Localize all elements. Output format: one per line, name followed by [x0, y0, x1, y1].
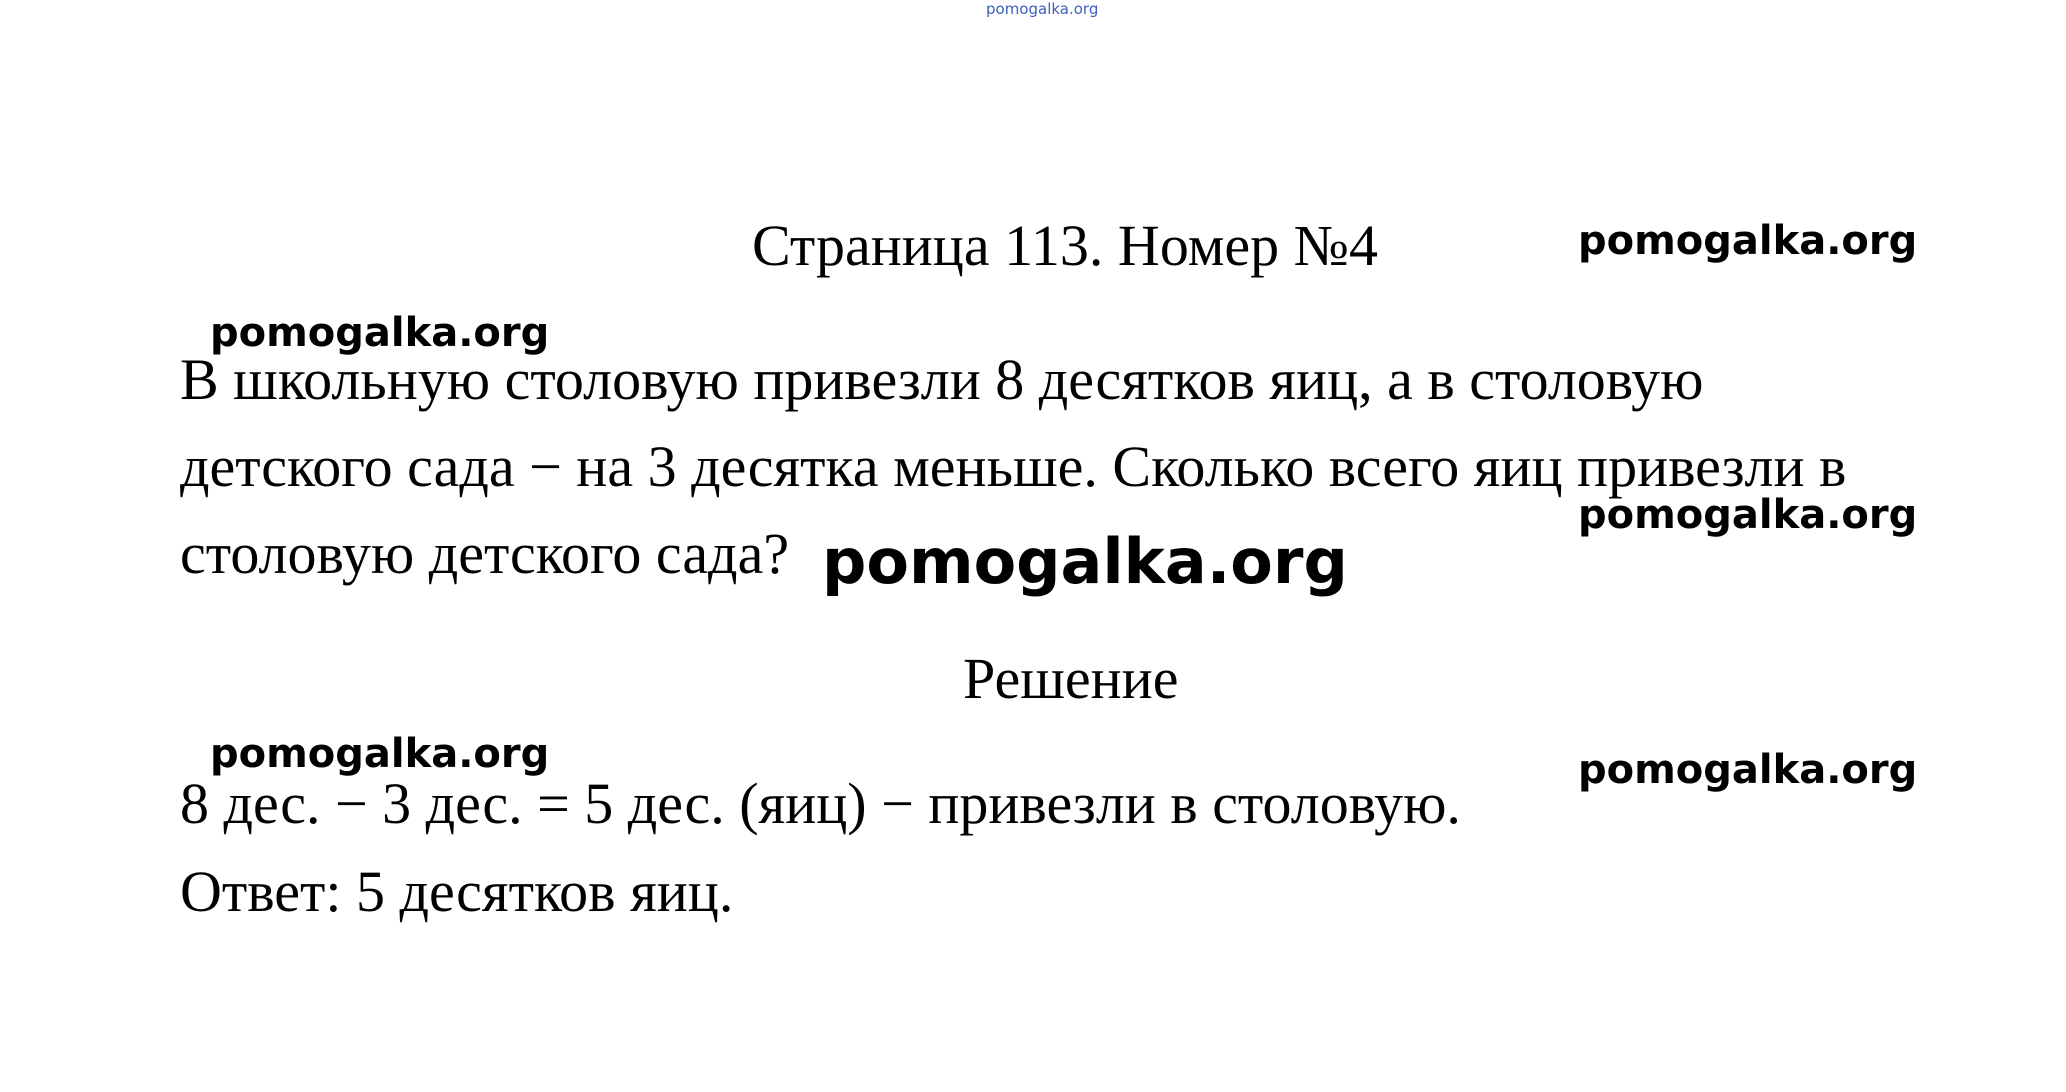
watermark: pomogalka.org	[1578, 492, 1918, 538]
page-title: Страница 113. Номер №4	[752, 213, 1378, 278]
watermark: pomogalka.org	[210, 310, 550, 356]
watermark: pomogalka.org	[1578, 218, 1918, 264]
top-watermark: pomogalka.org	[986, 0, 1099, 18]
problem-line-3: столовую детского сада?	[180, 521, 790, 586]
watermark: pomogalka.org	[1578, 747, 1918, 793]
answer-line: Ответ: 5 десятков яиц.	[180, 859, 734, 924]
problem-line-1: В школьную столовую привезли 8 десятков яиц, а в столовую	[180, 347, 1704, 412]
solution-heading: Решение	[963, 646, 1179, 711]
watermark-large: pomogalka.org	[822, 525, 1348, 598]
watermark: pomogalka.org	[210, 731, 550, 777]
problem-line-2: детского сада − на 3 десятка меньше. Сколько всего яиц привезли в	[180, 434, 1847, 499]
solution-line-1: 8 дес. − 3 дес. = 5 дес. (яиц) − привезли в столовую.	[180, 771, 1461, 836]
